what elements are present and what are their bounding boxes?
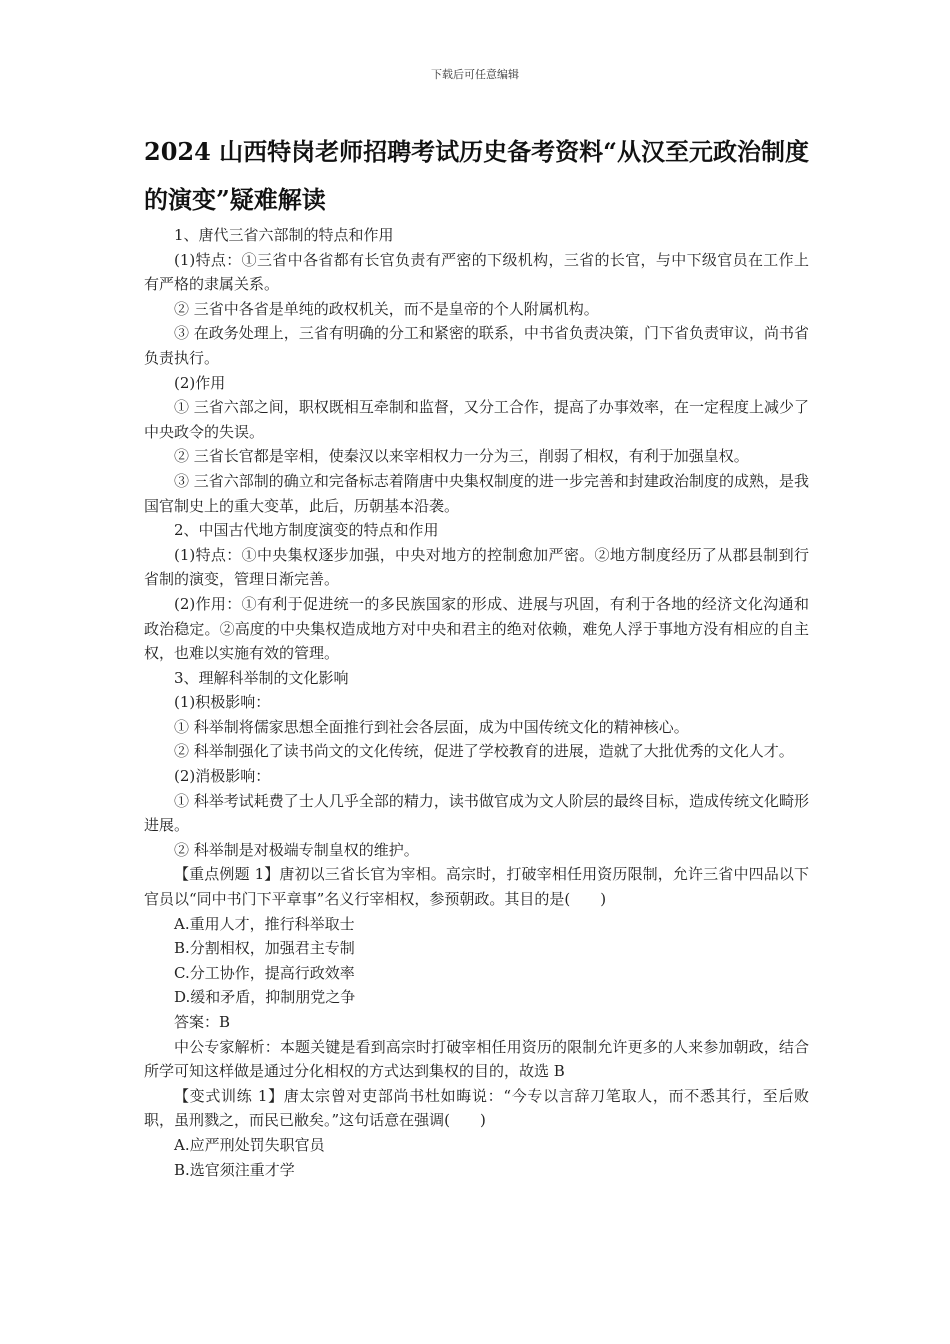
paragraph: A.重用人才，推行科举取士 xyxy=(174,914,355,933)
paragraph: 1、唐代三省六部制的特点和作用 xyxy=(174,226,394,244)
paragraph: B.选官须注重才学 xyxy=(174,1160,295,1179)
paragraph: ① 科举考试耗费了士人几乎全部的精力，读书做官成为文人阶层的最终目标，造成传统文化畸形进展。 xyxy=(144,791,809,835)
paragraph: B.分割相权，加强君主专制 xyxy=(174,939,355,958)
paragraph: ② 三省中各省是单纯的政权机关，而不是皇帝的个人附属机构。 xyxy=(174,299,599,318)
paragraph: 【变式训练 1】唐太宗曾对吏部尚书杜如晦说：“今专以言辞刀笔取人，而不悉其行，至后败职，虽刑戮之，而民已敝矣。”这句话意在强调( ) xyxy=(144,1086,809,1130)
paragraph: ① 科举制将儒家思想全面推行到社会各层面，成为中国传统文化的精神核心。 xyxy=(174,717,689,736)
paragraph: ③ 在政务处理上，三省有明确的分工和紧密的联系，中书省负责决策，门下省负责审议，尚书省负责执行。 xyxy=(144,324,809,367)
paragraph: 答案：B xyxy=(174,1013,231,1031)
paragraph: ③ 三省六部制的确立和完备标志着隋唐中央集权制度的进一步完善和封建政治制度的成熟，是我国官制史上的重大变革，此后，历朝基本沿袭。 xyxy=(144,471,809,515)
paragraph: ② 三省长官都是宰相，使秦汉以来宰相权力一分为三，削弱了相权，有利于加强皇权。 xyxy=(174,447,749,466)
header-note: 下载后可任意编辑 xyxy=(431,68,519,81)
paragraph: 中公专家解析：本题关键是看到高宗时打破宰相任用资历的限制允许更多的人来参加朝政，结合所学可知这样做是通过分化相权的方式达到集权的目的，故选 B xyxy=(144,1037,809,1081)
paragraph: (1)特点：①中央集权逐步加强，中央对地方的控制愈加严密。②地方制度经历了从郡县制到行省制的演变，管理日渐完善。 xyxy=(144,545,809,589)
paragraph: ① 三省六部之间，职权既相互牵制和监督，又分工合作，提高了办事效率，在一定程度上减少了中央政令的失误。 xyxy=(144,398,809,441)
paragraph: 3、理解科举制的文化影响 xyxy=(174,668,349,687)
paragraph: C.分工协作，提高行政效率 xyxy=(174,963,355,982)
document-title: 2024 山西特岗老师招聘考试历史备考资料“从汉至元政治制度的演变”疑难解读 xyxy=(144,137,809,214)
paragraph: (2)消极影响： xyxy=(174,767,271,786)
paragraph: 【重点例题 1】唐初以三省长官为宰相。高宗时，打破宰相任用资历限制，允许三省中四品以下官员以“同中书门下平章事”名义行宰相权，参预朝政。其目的是( ) xyxy=(144,865,809,909)
paragraph: (2)作用 xyxy=(174,373,226,392)
paragraph: ② 科举制强化了读书尚文的文化传统，促进了学校教育的进展，造就了大批优秀的文化人才。 xyxy=(174,742,794,761)
document-body xyxy=(144,223,809,1182)
paragraph: D.缓和矛盾，抑制朋党之争 xyxy=(174,988,356,1007)
paragraph: (1)特点：①三省中各省都有长官负责有严密的下级机构，三省的长官，与中下级官员在工作上有严格的隶属关系。 xyxy=(144,250,809,294)
paragraph: A.应严刑处罚失职官员 xyxy=(174,1135,325,1154)
paragraph: 2、中国古代地方制度演变的特点和作用 xyxy=(174,521,439,540)
paragraph: (1)积极影响： xyxy=(174,693,271,712)
paragraph: ② 科举制是对极端专制皇权的维护。 xyxy=(174,840,419,859)
paragraph: (2)作用：①有利于促进统一的多民族国家的形成、进展与巩固，有利于各地的经济文化沟通和政治稳定。②高度的中央集权造成地方对中央和君主的绝对依赖，难免人浮于事地方没有相应的自主权，也难以实施有效的管理。 xyxy=(144,594,809,663)
